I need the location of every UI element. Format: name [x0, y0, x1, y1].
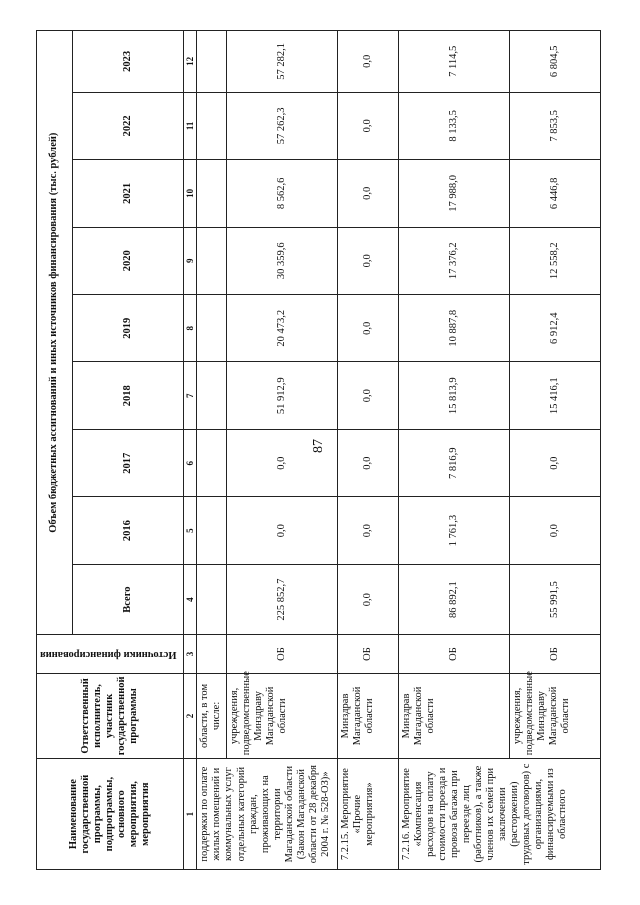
row-responsible: учреждения, подведомственные Минздраву Магаданской области [226, 673, 337, 759]
value-2020: 30 359,6 [226, 227, 337, 294]
value-2020: 12 558,2 [509, 227, 600, 294]
value-2019: 20 473,2 [226, 295, 337, 362]
value-2018: 15 416,1 [509, 362, 600, 429]
header-year: 2022 [72, 92, 183, 159]
value-total: 55 991,5 [509, 564, 600, 634]
column-number: 6 [184, 429, 197, 496]
row-responsible: области, в том числе: [197, 673, 226, 759]
table-row [197, 31, 226, 870]
column-number: 1 [184, 759, 197, 870]
value-2017: 0,0 [226, 429, 337, 496]
row-source: ОБ [509, 635, 600, 673]
column-number-row [184, 31, 197, 870]
value-total: 0,0 [338, 564, 399, 634]
row-name: 7.2.15. Мероприятие «Прочие мероприятия» [338, 759, 399, 870]
column-number: 5 [184, 497, 197, 564]
row-source: ОБ [398, 635, 509, 673]
header-year: 2016 [72, 497, 183, 564]
value-2020: 0,0 [338, 227, 399, 294]
value-2018: 51 912,9 [226, 362, 337, 429]
column-number: 12 [184, 31, 197, 93]
table-row [226, 31, 337, 870]
value-2018: 0,0 [338, 362, 399, 429]
table-row [398, 31, 509, 870]
row-name: 7.2.16. Мероприятие «Компенсация расходов на оплату стоимости проезда и провоза багажа при переезде лиц (работников), а также членов их семей при заключении (расторжении) трудовых договоров) с организациями, финансируемыми из областного [398, 759, 600, 870]
column-number: 8 [184, 295, 197, 362]
value-total: 86 892,1 [398, 564, 509, 634]
value-2020: 17 376,2 [398, 227, 509, 294]
row-name: поддержки по оплате жилых помещений и коммунальных услуг отдельных категорий граждан, проживающих на территории Магаданской области (Закон Магаданской области от 28 декабря 2004 г. № 528-ОЗ)» [197, 759, 338, 870]
row-source [197, 635, 226, 673]
header-name: Наименование государственной программы, подпрограммы, основного мероприятия, мероприятия [37, 759, 184, 870]
row-responsible: Минздрав Магаданской области [398, 673, 509, 759]
value-2022: 57 262,3 [226, 92, 337, 159]
value-2021: 0,0 [338, 160, 399, 227]
value-2022: 0,0 [338, 92, 399, 159]
value-2019: 0,0 [338, 295, 399, 362]
budget-table [36, 30, 601, 870]
column-number: 9 [184, 227, 197, 294]
row-source: ОБ [226, 635, 337, 673]
column-number: 7 [184, 362, 197, 429]
header-year: 2020 [72, 227, 183, 294]
value-2021: 17 988,0 [398, 160, 509, 227]
value-2022: 7 853,5 [509, 92, 600, 159]
value-2017: 7 816,9 [398, 429, 509, 496]
value-2019: 10 887,8 [398, 295, 509, 362]
header-year: 2017 [72, 429, 183, 496]
page-number: 87 [311, 439, 326, 453]
header-year: 2023 [72, 31, 183, 93]
column-number: 10 [184, 160, 197, 227]
column-number: 4 [184, 564, 197, 634]
header-total: Всего [72, 564, 183, 634]
table-row [338, 31, 399, 870]
row-source: ОБ [338, 635, 399, 673]
value-2021: 8 562,6 [226, 160, 337, 227]
budget-table-wrapper [36, 30, 601, 870]
header-source-text: Источники финансирования [39, 649, 177, 661]
value-2021: 6 446,8 [509, 160, 600, 227]
value-2023: 57 282,1 [226, 31, 337, 93]
value-2019: 6 912,4 [509, 295, 600, 362]
value-2016: 0,0 [338, 497, 399, 564]
row-responsible: учреждения, подведомственные Минздраву Магаданской области [509, 673, 600, 759]
column-number: 3 [184, 635, 197, 673]
value-total: 225 852,7 [226, 564, 337, 634]
value-2018: 15 813,9 [398, 362, 509, 429]
value-2017: 0,0 [338, 429, 399, 496]
header-year: 2019 [72, 295, 183, 362]
value-2016: 0,0 [226, 497, 337, 564]
row-responsible: Минздрав Магаданской области [338, 673, 399, 759]
value-2023: 0,0 [338, 31, 399, 93]
header-year: 2021 [72, 160, 183, 227]
header-year: 2018 [72, 362, 183, 429]
header-responsible: Ответственный исполнитель, участник государственной программы [37, 673, 184, 759]
value-2023: 6 804,5 [509, 31, 600, 93]
value-2016: 0,0 [509, 497, 600, 564]
table-row [509, 31, 600, 870]
column-number: 2 [184, 673, 197, 759]
value-2017: 0,0 [509, 429, 600, 496]
value-2016: 1 761,3 [398, 497, 509, 564]
column-number: 11 [184, 92, 197, 159]
header-source [37, 635, 184, 673]
value-2023: 7 114,5 [398, 31, 509, 93]
value-2022: 8 133,5 [398, 92, 509, 159]
header-funding-group: Объем бюджетных ассигнований и иных источников финансирования (тыс. рублей) [37, 31, 73, 635]
